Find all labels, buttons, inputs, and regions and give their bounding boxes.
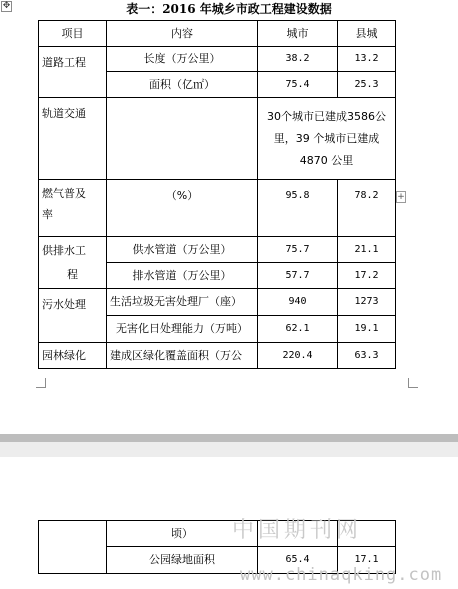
content-cell: 公园绿地面积: [107, 547, 258, 574]
city-value: 220.4: [258, 343, 338, 369]
content-cell: 长度（万公里）: [107, 47, 258, 72]
county-value: 19.1: [338, 316, 396, 343]
county-value: 17.2: [338, 263, 396, 289]
city-value: 75.4: [258, 72, 338, 98]
content-cell: 排水管道（万公里）: [107, 263, 258, 289]
county-value: 1273: [338, 289, 396, 316]
content-cell: 建成区绿化覆盖面积（万公: [107, 343, 258, 369]
watermark-logo-text: 中国期刊网: [232, 518, 363, 543]
category-green-continued: [39, 521, 107, 574]
category-road: 道路工程: [39, 47, 107, 98]
city-value: 57.7: [258, 263, 338, 289]
county-value: 21.1: [338, 237, 396, 263]
category-rail: 轨道交通: [39, 98, 107, 180]
city-value: 940: [258, 289, 338, 316]
city-value: 38.2: [258, 47, 338, 72]
rail-note-line: 30个城市已建成3586公: [267, 109, 386, 123]
table-move-handle-icon[interactable]: ✥: [2, 1, 11, 11]
category-sewage: 污水处理: [39, 289, 107, 343]
county-value: 25.3: [338, 72, 396, 98]
category-green: 园林绿化: [39, 343, 107, 369]
page-margin-corner-left: [36, 378, 46, 388]
content-cell: 无害化日处理能力（万吨）: [107, 316, 258, 343]
category-line: 率: [42, 208, 53, 221]
page-margin-corner-right: [408, 378, 418, 388]
county-value: 17.1: [338, 547, 396, 574]
rail-note: [258, 98, 396, 180]
table-row: [39, 343, 396, 369]
page-break-separator: [0, 434, 458, 457]
table-row: [39, 98, 396, 180]
city-value: 75.7: [258, 237, 338, 263]
county-value: 13.2: [338, 47, 396, 72]
data-table: [38, 20, 396, 369]
category-line: 程: [67, 267, 78, 281]
table-row: [39, 237, 396, 263]
add-row-plus-icon[interactable]: +: [397, 192, 405, 202]
rail-note-line: 里，39 个城市已建成: [273, 131, 380, 145]
content-cell: 生活垃圾无害处理厂（座）: [107, 289, 258, 316]
table-header-row: [39, 21, 396, 47]
county-value: 63.3: [338, 343, 396, 369]
header-item: 项目: [39, 21, 107, 47]
header-city: 城市: [258, 21, 338, 47]
header-county: 县城: [338, 21, 396, 47]
watermark-url-text: www.chinaqking.com: [240, 565, 443, 585]
city-value: 65.4: [258, 547, 338, 574]
table-row: [39, 47, 396, 72]
county-value: 78.2: [338, 180, 396, 237]
content-cell: 顷）: [107, 521, 258, 547]
rail-note-line: 4870 公里: [299, 153, 354, 167]
category-water: [39, 237, 107, 289]
table-row: [39, 180, 396, 237]
category-gas: [39, 180, 107, 237]
city-value: 62.1: [258, 316, 338, 343]
table-row: [39, 289, 396, 316]
content-cell-empty: [107, 98, 258, 180]
header-content: 内容: [107, 21, 258, 47]
category-line: 供排水工: [42, 243, 86, 257]
table-title: 表一：2016 年城乡市政工程建设数据: [126, 2, 332, 16]
content-cell: （%）: [107, 180, 258, 237]
content-cell: 面积（亿㎡）: [107, 72, 258, 98]
city-value: 95.8: [258, 180, 338, 237]
category-line: 燃气普及: [42, 187, 86, 200]
content-cell: 供水管道（万公里）: [107, 237, 258, 263]
